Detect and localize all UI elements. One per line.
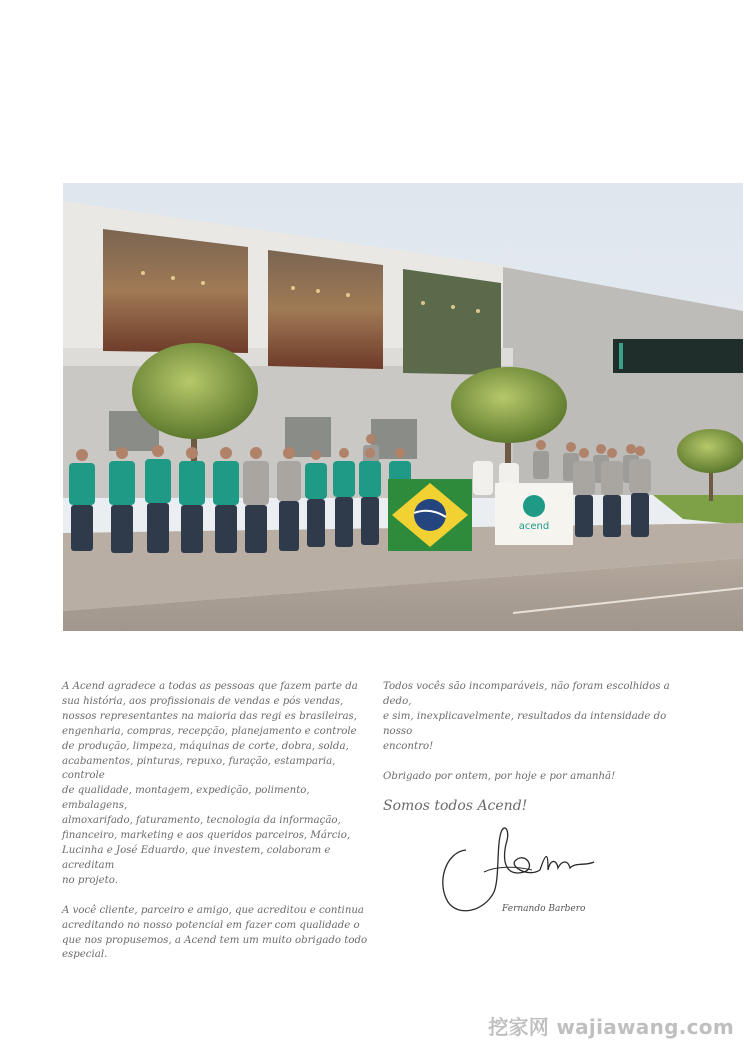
- team-photo: [63, 183, 743, 631]
- left-text-column: [62, 680, 372, 978]
- svg-text:acend: acend: [518, 521, 550, 532]
- right-paragraph-1: Todos vocês são incomparáveis, não foram escolhidos a dedo, e sim, inexplicavelmente, resultados da intensidade do nosso encontro!: [383, 681, 670, 752]
- watermark: 挖家网 wajiawang.com: [488, 1015, 734, 1039]
- left-paragraph-1: A Acend agradece a todas as pessoas que fazem parte da sua história, aos profissionais de vendas e pós vendas, nossos representantes na maioria das regi es brasileiras, engenharia, compras, recepção, planejamento e controle de produção, limpeza, máquinas de corte, dobra, solda, acabamentos, pinturas, repuxo, furação, estamparia, controle de qualidade, montagem, expedição, polimento, embalagens, almoxarifado, faturamento, tecnologia da informação, financeiro, marketing e aos queridos parceiros, Márcio, Lucinha e José Eduardo, que investem, colaboram e acreditam no projeto.: [62, 681, 358, 886]
- right-text-column: [383, 680, 693, 829]
- closing-line: Somos todos Acend!: [383, 798, 528, 815]
- brazil-flag-icon: [388, 479, 472, 551]
- acend-banner: [495, 483, 573, 545]
- signer-name: Fernando Barbero: [502, 904, 586, 914]
- left-paragraph-2: A você cliente, parceiro e amigo, que acreditou e continua acreditando no nosso potencial em fazer com qualidade o que nos propusemos, a Acend tem um muito obrigado todo especial.: [62, 904, 368, 961]
- right-paragraph-2: Obrigado por ontem, por hoje e por amanhã!: [383, 770, 616, 782]
